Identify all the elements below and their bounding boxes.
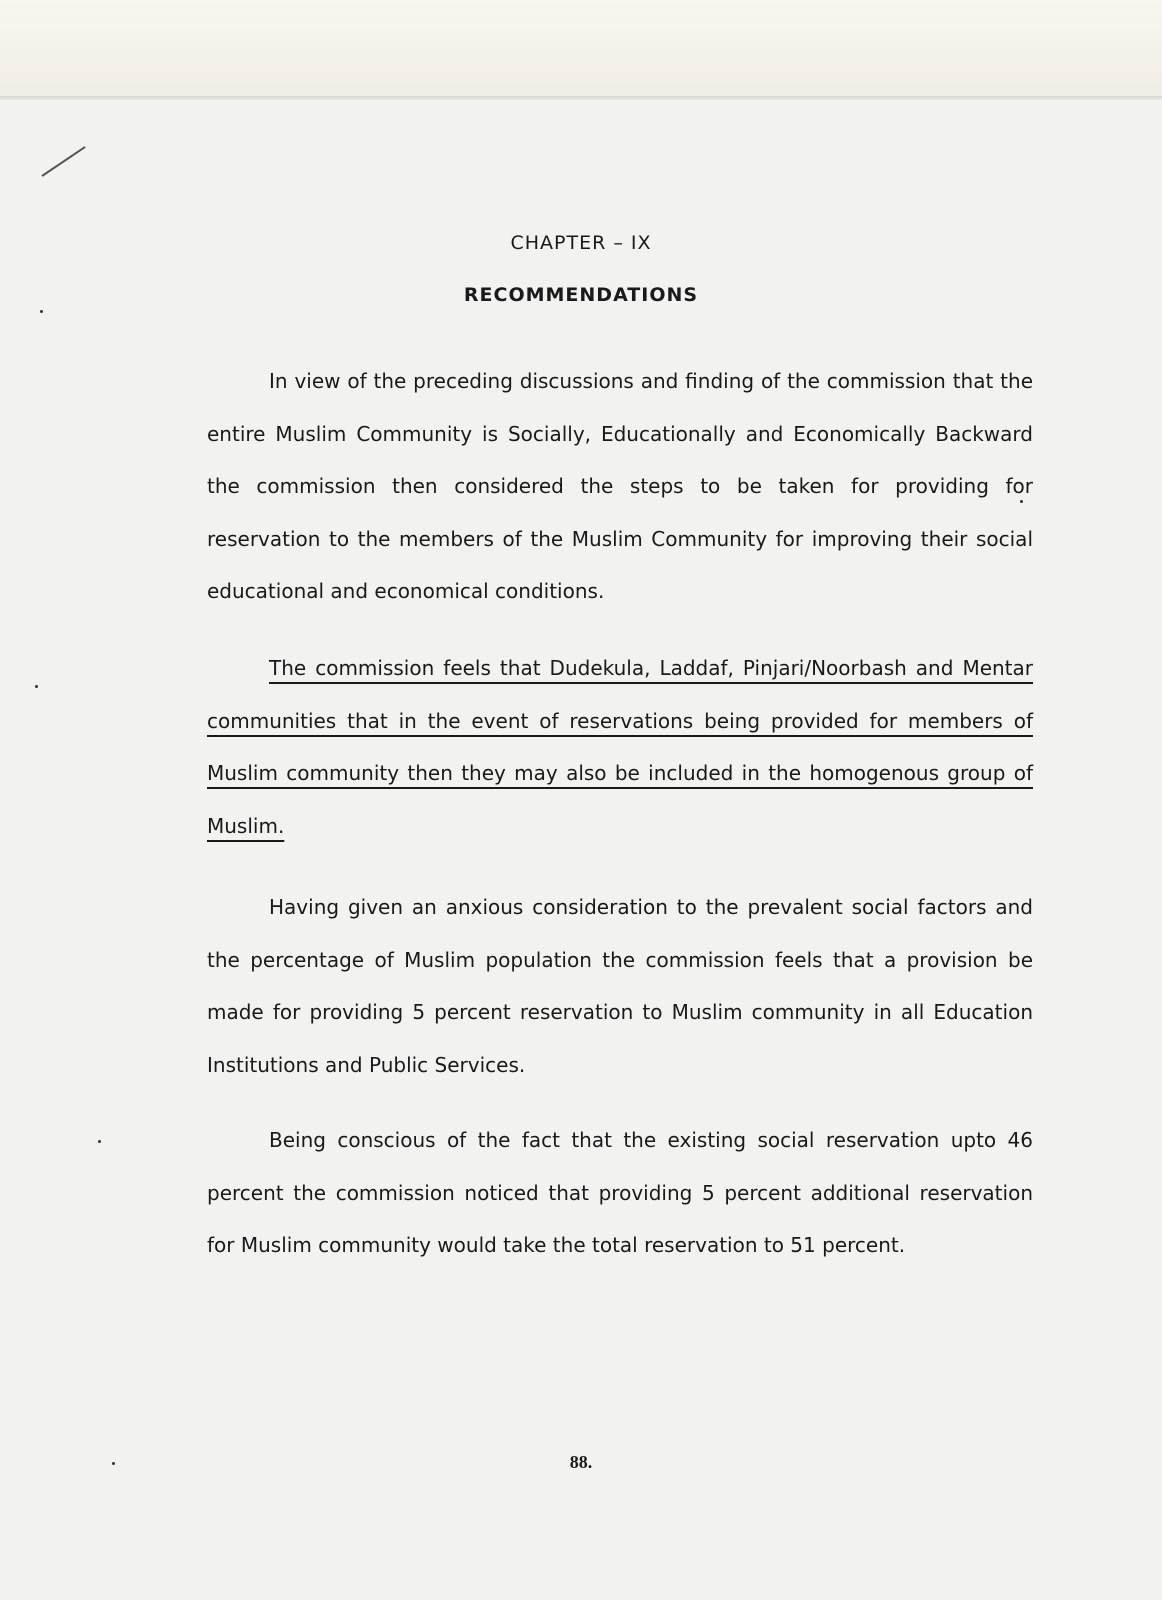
paragraph-2: The commission feels that Dudekula, Laddaf, Pinjari/Noorbash and Mentar communities that in the event of reservations being provided for members of Muslim community then they may also be included in the homogenous group of Muslim.	[207, 656, 1033, 838]
scan-speck	[35, 685, 38, 688]
paragraph-1: In view of the preceding discussions and finding of the commission that the entire Muslim Community is Socially, Educationally and Economically Backward the commission then considered the steps to be taken for providing for reservation to the members of the Muslim Community for improving their social educational and economical conditions.	[207, 369, 1033, 603]
chapter-title: CHAPTER – IX	[510, 232, 652, 254]
paragraph-3: Having given an anxious consideration to the prevalent social factors and the percentage of Muslim population the commission feels that a provision be made for providing 5 percent reservation to Muslim community in all Education Institutions and Public Services.	[207, 895, 1033, 1077]
previous-page-edge	[0, 0, 1162, 100]
scan-speck	[1020, 500, 1023, 503]
page-number: 88.	[569, 1452, 593, 1472]
scan-speck	[112, 1462, 115, 1465]
section-heading: RECOMMENDATIONS	[463, 284, 699, 306]
scan-speck	[98, 1140, 101, 1143]
scan-speck	[40, 310, 43, 313]
paragraph-4: Being conscious of the fact that the existing social reservation upto 46 percent the commission noticed that providing 5 percent additional reservation for Muslim community would take the total reservation to 51 percent.	[207, 1128, 1033, 1257]
